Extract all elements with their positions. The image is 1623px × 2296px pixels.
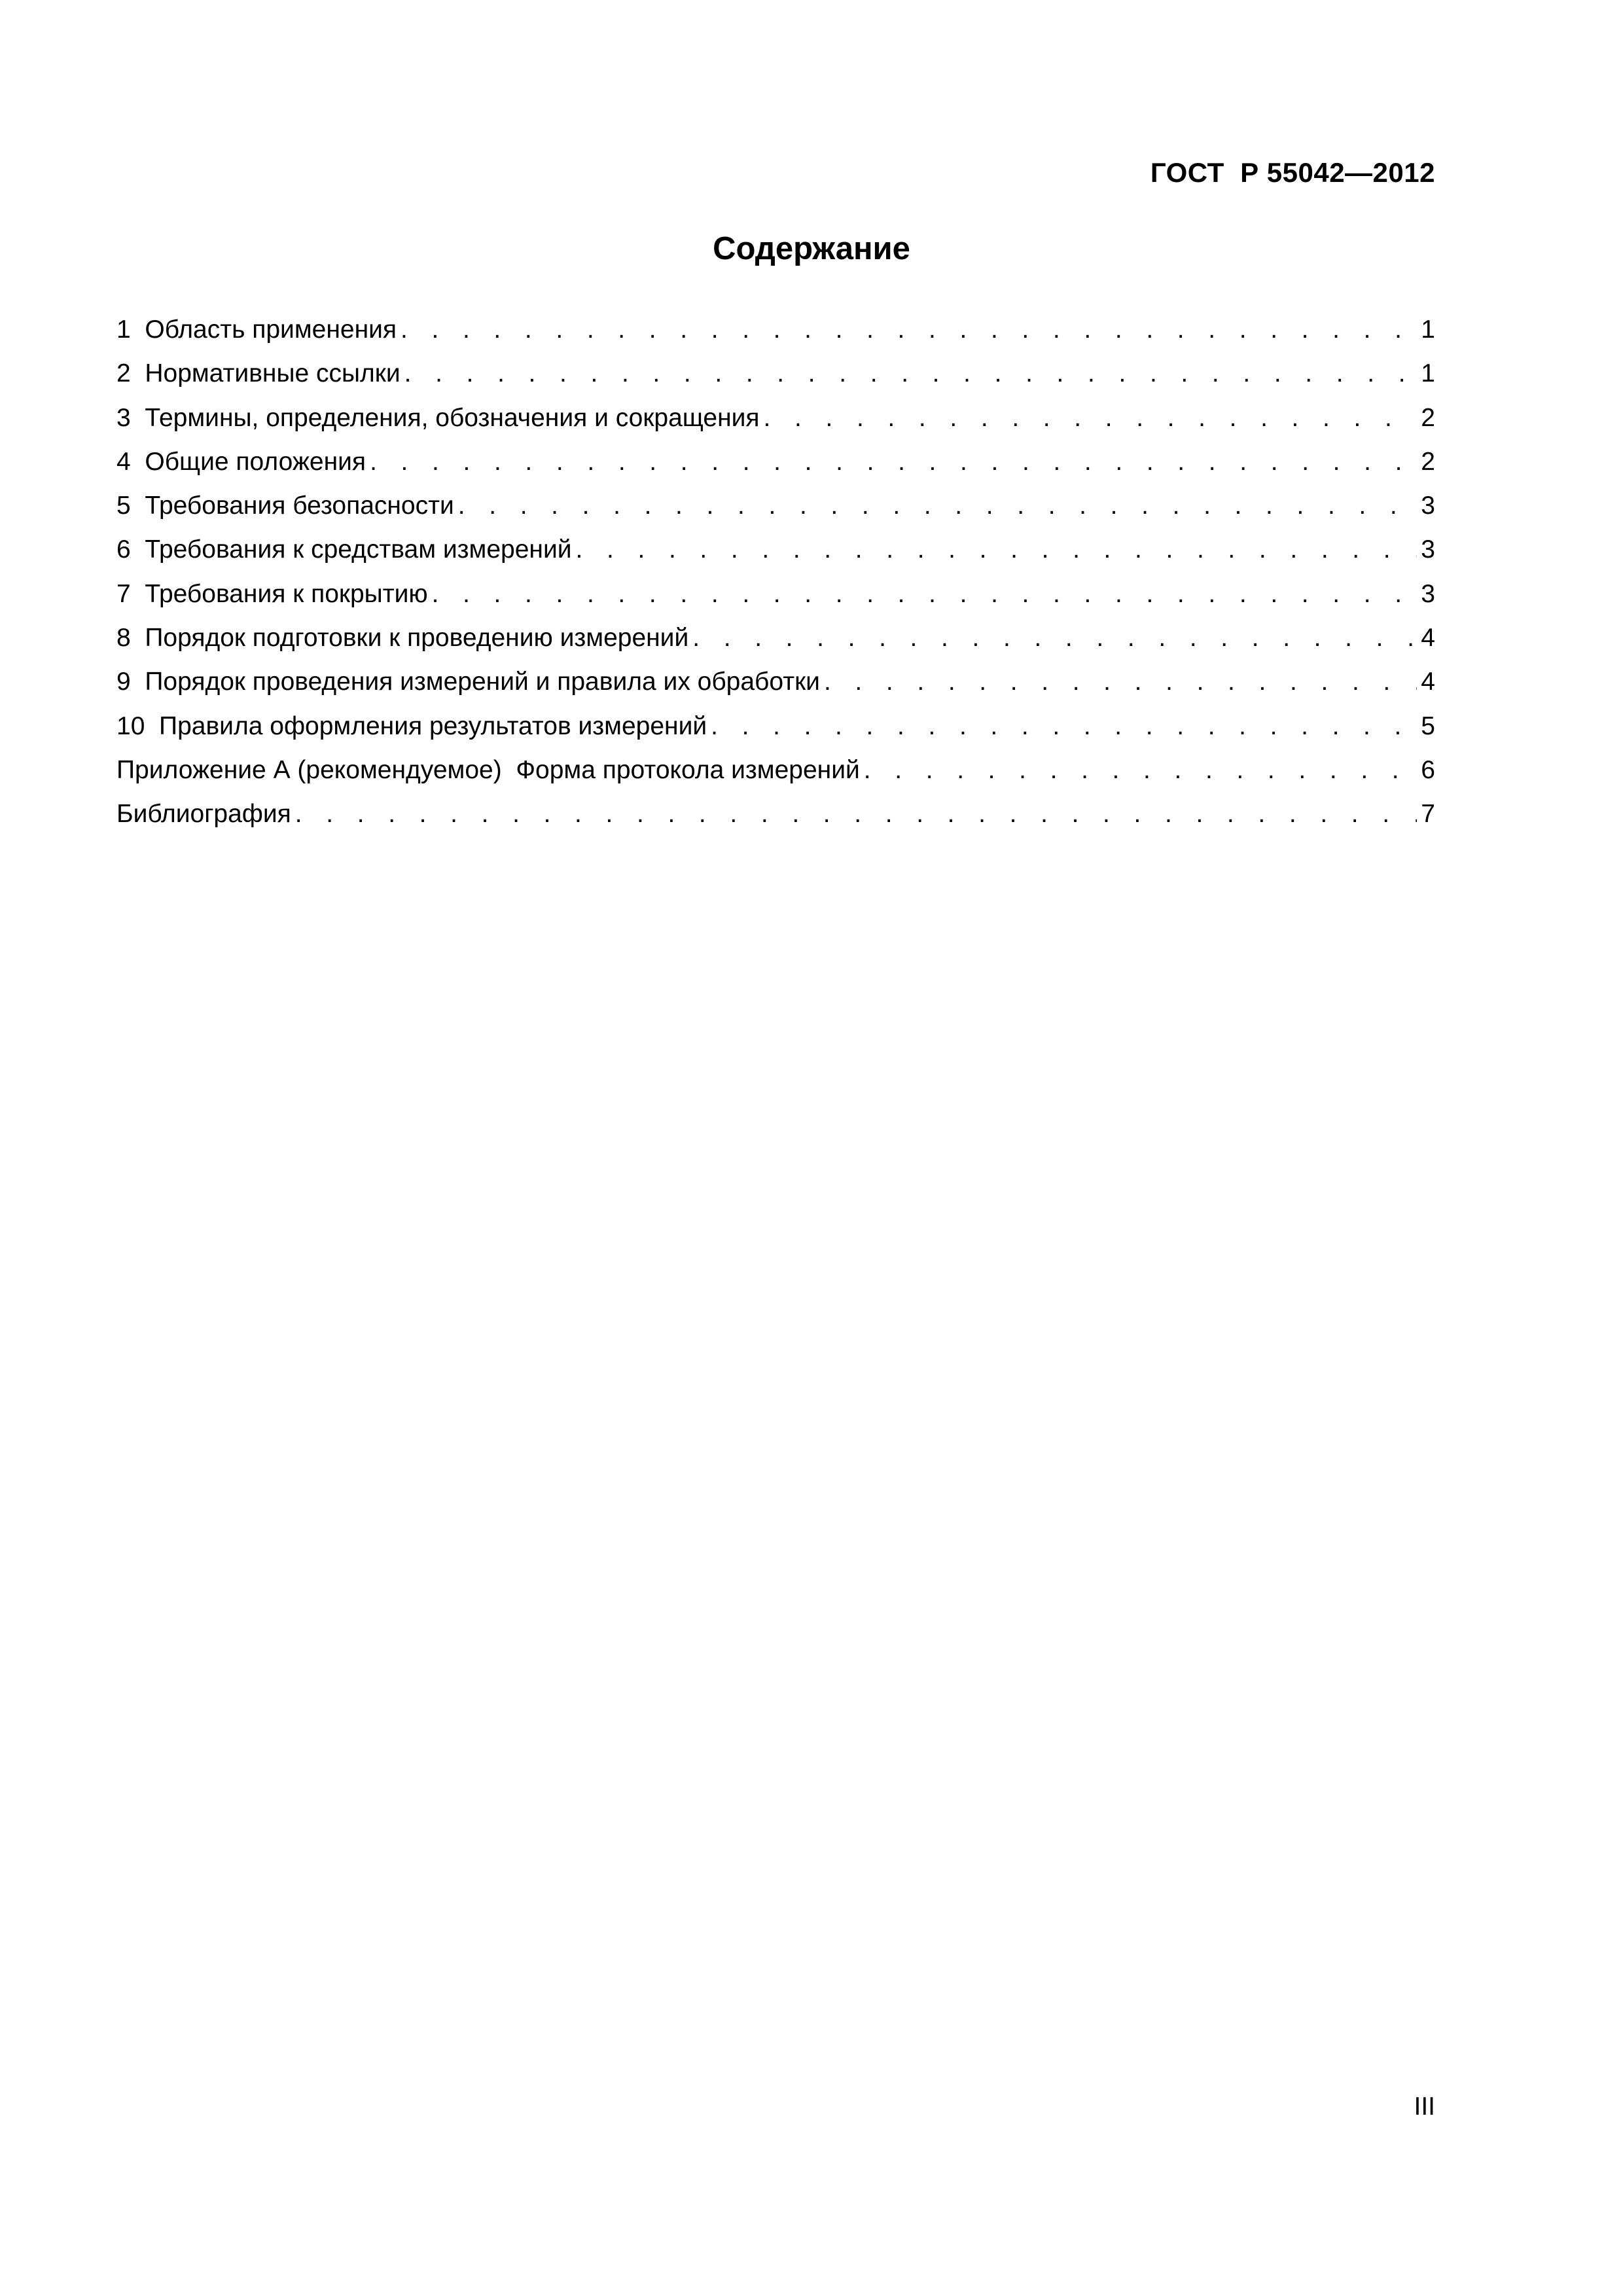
toc-entry-label: 2 Нормативные ссылки [116, 359, 401, 388]
toc-entry-label: Библиография [116, 800, 291, 829]
toc-entry[interactable] [116, 440, 1435, 484]
toc-entry-page: 3 [1421, 535, 1435, 564]
toc-entry-label: 8 Порядок подготовки к проведению измерений [116, 624, 689, 653]
toc-entry[interactable] [116, 748, 1435, 792]
dot-leader [764, 396, 1417, 440]
dot-leader [458, 484, 1417, 528]
toc-title: Содержание [713, 231, 910, 266]
toc-entry-page: 3 [1421, 579, 1435, 608]
dot-leader [432, 572, 1417, 616]
toc-entry-label: 3 Термины, определения, обозначения и сокращения [116, 403, 760, 432]
toc-entry[interactable] [116, 660, 1435, 704]
toc-entry[interactable] [116, 308, 1435, 351]
toc-entry[interactable] [116, 484, 1435, 528]
dot-leader [295, 792, 1417, 836]
dot-leader [711, 704, 1417, 748]
toc-entry-label: 7 Требования к покрытию [116, 579, 428, 608]
dot-leader [692, 616, 1417, 660]
toc-entry-label: 9 Порядок проведения измерений и правила их обработки [116, 668, 820, 696]
toc-entry-page: 2 [1421, 403, 1435, 432]
dot-leader [404, 351, 1417, 395]
document-code: ГОСТ Р 55042—2012 [1150, 157, 1435, 188]
toc-entry[interactable] [116, 528, 1435, 571]
toc-entry-page: 7 [1421, 800, 1435, 829]
dot-leader [370, 440, 1417, 484]
toc-entry[interactable] [116, 351, 1435, 395]
toc-entry[interactable] [116, 616, 1435, 660]
toc-entry-page: 2 [1421, 447, 1435, 476]
toc-entry[interactable] [116, 704, 1435, 748]
table-of-contents [116, 308, 1435, 836]
toc-entry-label: 6 Требования к средствам измерений [116, 535, 572, 564]
toc-entry[interactable] [116, 792, 1435, 836]
toc-entry-page: 4 [1421, 668, 1435, 696]
toc-entry-label: Приложение А (рекомендуемое) Форма протокола измерений [116, 755, 860, 784]
toc-entry-page: 1 [1421, 315, 1435, 344]
toc-entry[interactable] [116, 572, 1435, 616]
toc-entry-page: 6 [1421, 755, 1435, 784]
toc-entry-page: 1 [1421, 359, 1435, 388]
dot-leader [401, 308, 1417, 351]
toc-entry-label: 4 Общие положения [116, 447, 366, 476]
toc-entry-page: 5 [1421, 711, 1435, 740]
page-number: III [1414, 2092, 1435, 2121]
toc-entry-page: 3 [1421, 492, 1435, 520]
toc-entry[interactable] [116, 396, 1435, 440]
toc-entry-label: 5 Требования безопасности [116, 492, 454, 520]
toc-entry-page: 4 [1421, 624, 1435, 653]
dot-leader [864, 748, 1417, 792]
toc-entry-label: 1 Область применения [116, 315, 397, 344]
dot-leader [576, 528, 1417, 571]
dot-leader [824, 660, 1417, 704]
toc-entry-label: 10 Правила оформления результатов измерений [116, 711, 707, 740]
